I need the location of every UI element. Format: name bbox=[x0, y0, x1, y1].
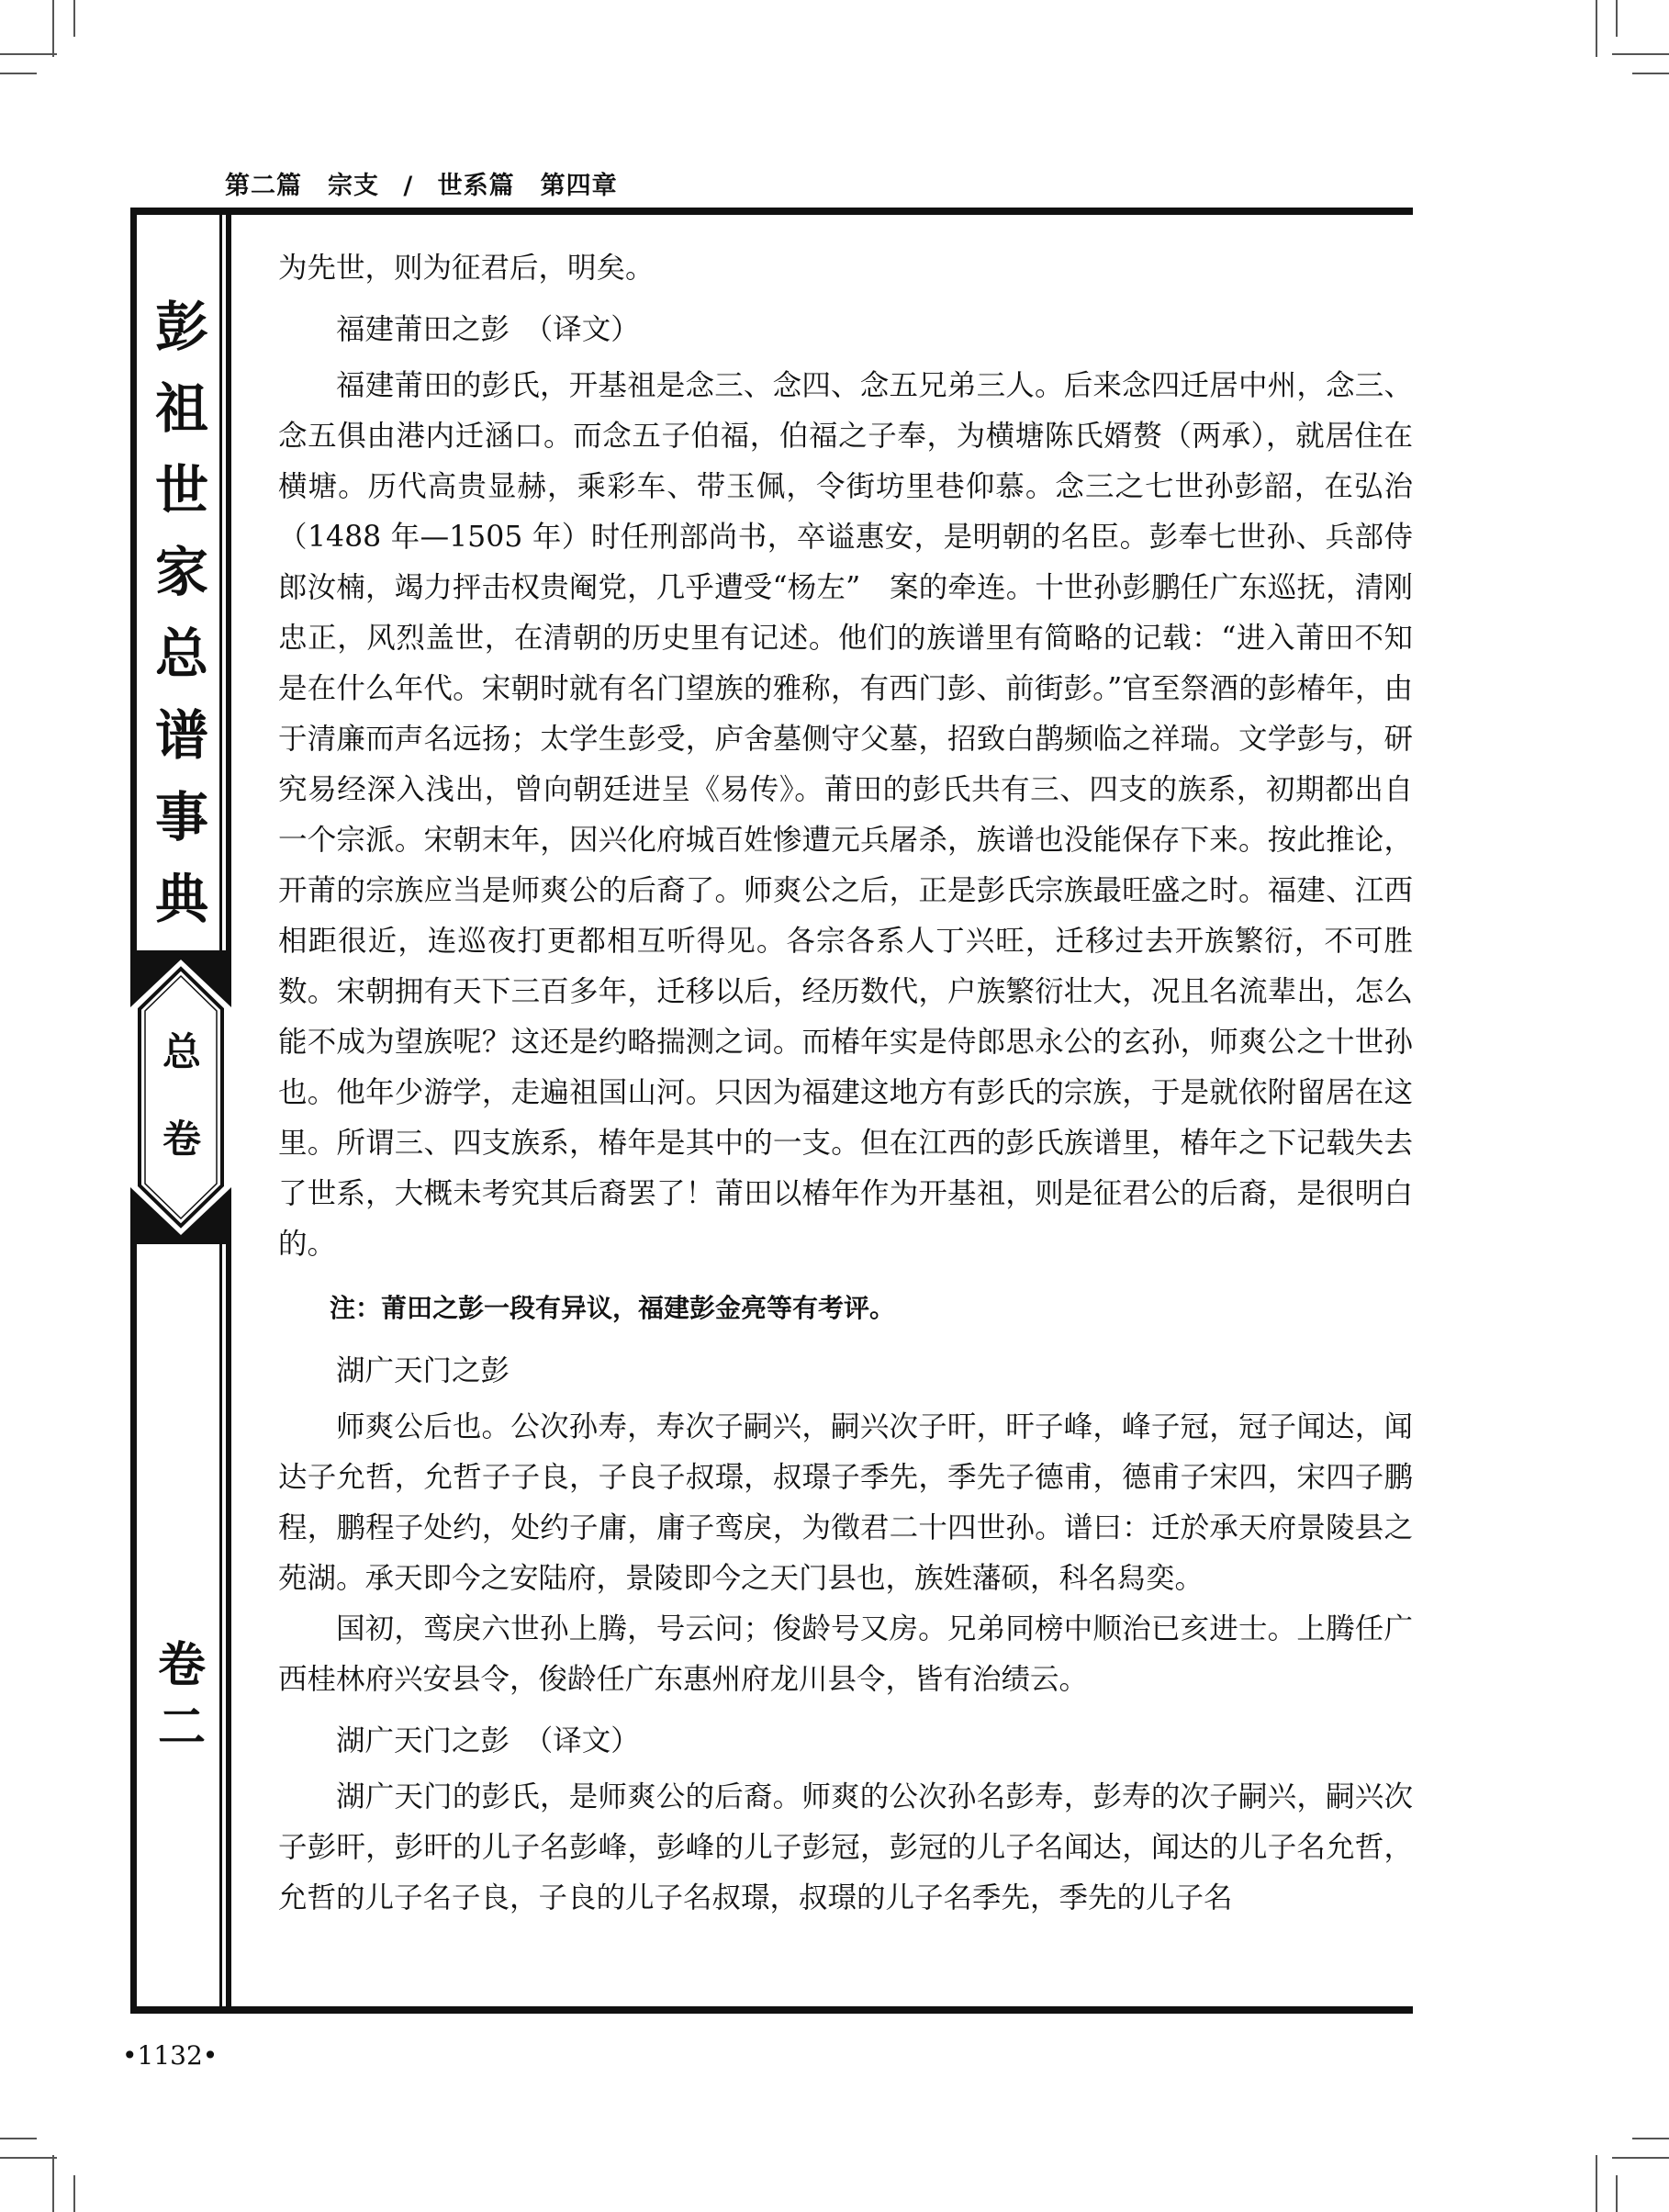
book-title-char: 家 bbox=[154, 541, 208, 603]
volume-char: 卷 bbox=[157, 1637, 206, 1693]
page-number: •1132• bbox=[122, 2040, 218, 2071]
main-text bbox=[278, 243, 1413, 1924]
paragraph: 福建莆田的彭氏，开基祖是念三、念四、念五兄弟三人。后来念四迁居中州，念三、念五俱由港内迁涵口。而念五子伯福，伯福之子奉，为横塘陈氏婿赘（两承），就居住在横塘。历代高贵显赫，乘彩车、带玉佩，令街坊里巷仰慕。念三之七世孙彭韶，在弘治（1488 年—1505 年）时任刑部尚书，卒谥惠安，是明朝的名臣。彭奉七世孙、兵部侍郎汝楠，竭力抨击权贵阉党，几乎遭受“杨左” 案的牵连。十世孙彭鹏任广东巡抚，清刚忠正，风烈盖世，在清朝的历史里有记述。他们的族谱里有简略的记载：“进入莆田不知是在什么年代。宋朝时就有名门望族的雅称，有西门彭、前街彭。”官至祭酒的彭椿年，由于清廉而声名远扬；太学生彭受，庐舍墓侧守父墓，招致白鹊频临之祥瑞。文学彭与，研究易经深入浅出，曾向朝廷进呈《易传》。莆田的彭氏共有三、四支的族系，初期都出自一个宗派。宋朝末年，因兴化府城百姓惨遭元兵屠杀，族谱也没能保存下来。按此推论，开莆的宗族应当是师爽公的后裔了。师爽公之后，正是彭氏宗族最旺盛之时。福建、江西相距很近，连巡夜打更都相互听得见。各宗各系人丁兴旺，迁移过去开族繁衍，不可胜数。宋朝拥有天下三百多年，迁移以后，经历数代，户族繁衍壮大，况且名流辈出，怎么能不成为望族呢？这还是约略揣测之词。而椿年实是侍郎思永公的玄孙，师爽公之十世孙也。他年少游学，走遍祖国山河。只因为福建这地方有彭氏的宗族，于是就依附留居在这里。所谓三、四支族系，椿年是其中的一支。但在江西的彭氏族谱里，椿年之下记载失去了世系，大概未考究其后裔罢了！莆田以椿年作为开基祖，则是征君公的后裔，是很明白的。 bbox=[278, 369, 1413, 1261]
top-rule bbox=[130, 208, 1413, 215]
crop-mark bbox=[73, 0, 75, 37]
volume-badge-frame bbox=[130, 950, 231, 1244]
crop-mark bbox=[0, 2157, 57, 2159]
paragraph: 国初，鸾戾六世孙上腾，号云问；俊龄号又房。兄弟同榜中顺治已亥进士。上腾任广西桂林府兴安县令，俊龄任广东惠州府龙川县令，皆有治绩云。 bbox=[278, 1612, 1413, 1696]
crop-mark bbox=[1596, 0, 1597, 57]
badge-char: 总 bbox=[162, 1029, 201, 1074]
crop-mark bbox=[1612, 2157, 1669, 2159]
note: 注：莆田之彭一段有异议，福建彭金亮等有考评。 bbox=[330, 1293, 896, 1323]
section-heading: 湖广天门之彭 （译文） bbox=[336, 1724, 640, 1757]
crop-mark bbox=[1632, 2138, 1669, 2139]
volume-char: 二 bbox=[157, 1700, 206, 1756]
continued-line: 为先世，则为征君后，明矣。 bbox=[278, 252, 655, 285]
bottom-rule bbox=[130, 2006, 1413, 2014]
volume-label bbox=[145, 1634, 218, 1759]
crop-mark bbox=[0, 73, 37, 74]
book-title-char: 事 bbox=[154, 786, 208, 848]
crop-mark bbox=[1632, 73, 1669, 74]
crop-mark bbox=[52, 2155, 54, 2212]
book-title-char: 世 bbox=[154, 459, 208, 522]
crop-mark bbox=[1596, 2155, 1597, 2212]
paragraph: 湖广天门的彭氏，是师爽公的后裔。师爽的公次孙名彭寿，彭寿的次子嗣兴，嗣兴次子彭旰，彭旰的儿子名彭峰，彭峰的儿子彭冠，彭冠的儿子名闻达，闻达的儿子名允哲，允哲的儿子名子良，子良的儿子名叔璟，叔璟的儿子名季先，季先的儿子名 bbox=[278, 1780, 1413, 1914]
crop-mark bbox=[1612, 53, 1669, 55]
section-heading: 湖广天门之彭 bbox=[336, 1354, 510, 1387]
crop-mark bbox=[0, 2138, 37, 2139]
book-title bbox=[145, 286, 218, 940]
crop-mark bbox=[1616, 0, 1618, 37]
book-title-char: 彭 bbox=[154, 296, 208, 358]
section-heading: 福建莆田之彭 （译文） bbox=[336, 313, 640, 346]
crop-mark bbox=[73, 2175, 75, 2212]
badge-char: 卷 bbox=[162, 1117, 201, 1162]
crop-mark bbox=[0, 53, 57, 55]
book-title-char: 谱 bbox=[154, 704, 208, 767]
book-title-char: 典 bbox=[154, 868, 208, 930]
book-title-char: 总 bbox=[154, 623, 208, 685]
running-head: 第二篇 宗支 / 世系篇 第四章 bbox=[225, 172, 618, 200]
crop-mark bbox=[52, 0, 54, 57]
book-title-char: 祖 bbox=[154, 377, 208, 440]
crop-mark bbox=[1616, 2175, 1618, 2212]
paragraph: 师爽公后也。公次孙寿，寿次子嗣兴，嗣兴次子旰，旰子峰，峰子冠，冠子闻达，闻达子允哲，允哲子子良，子良子叔璟，叔璟子季先，季先子德甫，德甫子宋四，宋四子鹏程，鹏程子处约，处约子庸，庸子鸾戾，为徵君二十四世孙。谱曰：迁於承天府景陵县之苑湖。承天即今之安陆府，景陵即今之天门县也，族姓藩硕，科名舄奕。 bbox=[278, 1410, 1413, 1595]
